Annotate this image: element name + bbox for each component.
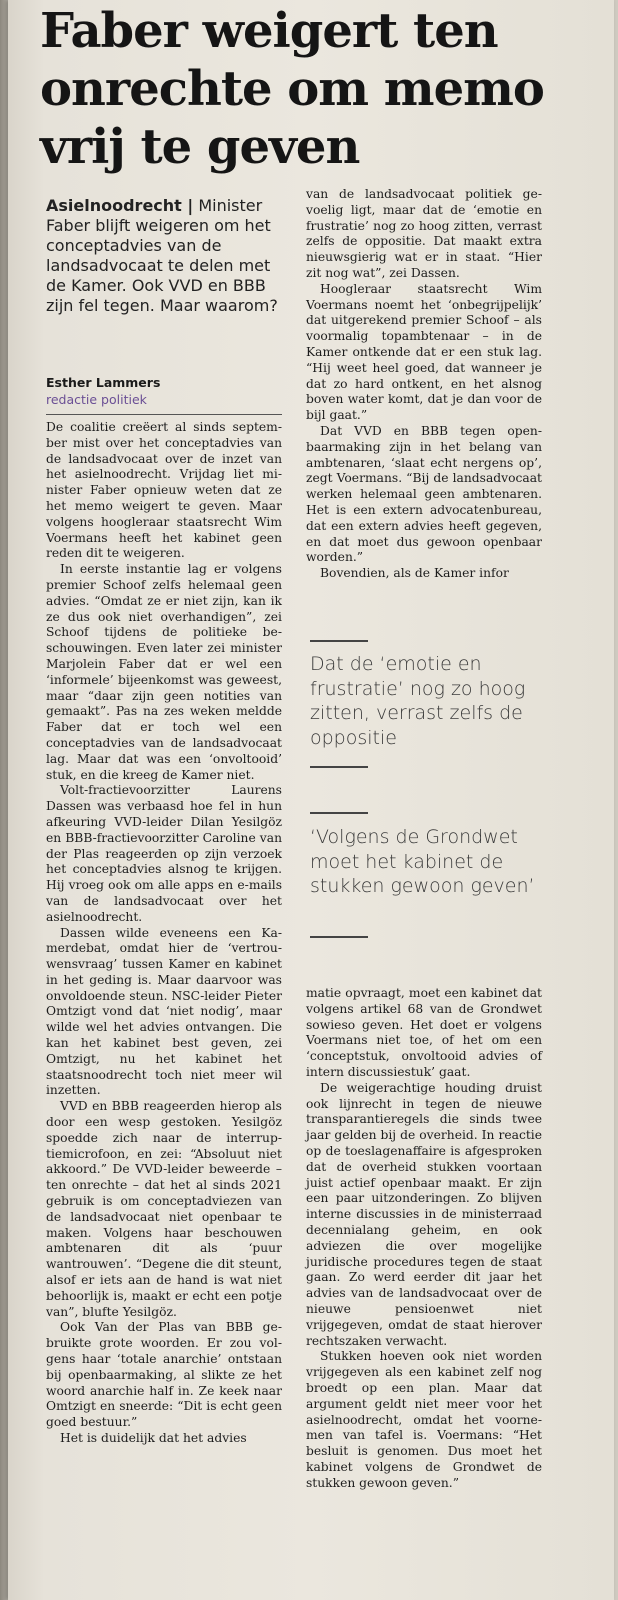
paragraph: In eerste instantie lag er volgens premier Schoof zelfs helemaal geen advies. “Omdat ze er niet zijn, kan ik ze dus ook niet overhandigen”, zei Schoof tijdens de politieke beschouwingen. Even later zei minister Marjolein Faber dat er wel een ‘informele’ bijeenkomst was geweest, maar “daar zijn geen notities van gemaakt”. Pas na zes weken meldde Faber dat er toch wel een conceptadvies van de landsadvocaat lag. Maar dat was een ‘onvoltooid’ stuk, en die kreeg de Kamer niet. (46, 562, 282, 782)
paragraph: Volt-fractievoorzitter Laurens Dassen was verbaasd hoe fel in hun afkeuring VVD-leider Dilan Yesilgöz en BBB-fractievoorzitter Caroline van der Plas reageerden op zijn verzoek het conceptadvies alsnog te krijgen. Hij vroeg ook om alle apps en e-mails van de landsadvocaat over het asielnoodrecht. (46, 783, 282, 924)
article-column-2-bottom (306, 986, 542, 1591)
paragraph: VVD en BBB reageerden hierop als door een wesp gestoken. Yesilgöz spoedde zich naar de interruptiemicrofoon, en zei: “Absoluut niet akkoord.” De VVD-leider beweerde – ten onrechte – dat het al sinds 2021 gebruik is om conceptadviezen van de landsadvocaat niet openbaar te maken. Volgens haar beschouwen ambtenaren dit als ‘puur wantrouwen’. “Degene die dit steunt, alsof er iets aan de hand is wat niet behoorlijk is, maakt er echt een potje van”, blufte Yesilgöz. (46, 1099, 282, 1319)
paragraph: De coalitie creëert al sinds september mist over het conceptadvies van de landsadvocaat over de inzet van het asielnoodrecht. Vrijdag liet minister Faber opnieuw weten dat ze het memo weigert te geven. Maar volgens hoogleraar staatsrecht Wim Voermans heeft het kabinet geen reden dit te weigeren. (46, 420, 282, 561)
paragraph: Hoogleraar staatsrecht Wim Voermans noemt het ‘onbegrijpelijk’ dat uitgerekend premier Schoof – als voormalig topambtenaar – in de Kamer ontkende dat er een stuk lag. “Hij weet heel goed, dat wanneer je dat zo hard ontkent, en het alsnog boven water komt, dat je dan voor de bijl gaat.” (306, 281, 542, 423)
byline (46, 374, 281, 408)
paragraph: Dat VVD en BBB tegen openbaarmaking zijn in het belang van ambtenaren, ‘slaat echt nergens op’, zegt Voermans. “Bij de landsadvocaat werken helemaal geen ambtenaren. Het is een extern advocatenbureau, dat een extern advies heeft gegeven, en dat moet dus gewoon openbaar worden.” (306, 423, 542, 565)
paragraph: matie opvraagt, moet een kabinet dat volgens artikel 68 van de Grondwet sowieso geven. Het doet er volgens Voermans niet toe, of het om een ‘conceptstuk, onvoltooid advies of intern discussiestuk’ gaat. (306, 986, 542, 1079)
quote-rule (310, 766, 368, 768)
article-headline: Faber weigert ten onrechte om memo vrij te geven (40, 3, 544, 175)
intro-text: Minister Faber blijft weigeren om het conceptadvies van de landsadvocaat te delen met de Kamer. Ook VVD en BBB zijn fel tegen. Maar waarom? (46, 196, 278, 315)
intro-kicker: Asielnoodrecht | (46, 196, 194, 215)
paragraph: Bovendien, als de Kamer infor (320, 566, 509, 581)
paragraph: van de landsadvocaat politiek gevoelig ligt, maar dat de ‘emotie en frustratie’ nog zo hoog zitten, verrast zelfs de oppositie. Dat maakt extra nieuwsgierig wat er in staat. “Hier zit nog wat”, zei Dassen. (306, 187, 542, 280)
paragraph: Dassen wilde eveneens een Kamerdebat, omdat hier de ‘vertrouwensvraag’ tussen Kamer en kabinet in het geding is. Maar daarvoor was onvoldoende steun. NSC-leider Pieter Omtzigt vond dat ‘niet nodig’, maar wilde wel het advies ontvangen. Die kan het kabinet best geven, zei Omtzigt, nu het kabinet het staatsnoodrecht toch niet meer wil inzetten. (46, 925, 282, 1098)
pull-quote-1: Dat de ‘emotie en frustratie’ nog zo hoog zitten, verrast zelfs de oppositie (310, 653, 526, 749)
paragraph: Ook Van der Plas van BBB gebruikte grote woorden. Er zou volgens haar ‘totale anarchie’ ontstaan bij openbaarmaking, al slikte ze het woord anarchie half in. Ze keek naar Omtzigt en sneerde: “Dit is echt geen goed bestuur.” (46, 1320, 282, 1430)
quote-rule (310, 936, 368, 938)
quote-rule (310, 640, 368, 642)
paragraph: De weigerachtige houding druist ook lijnrecht in tegen de nieuwe transparantieregels die sinds twee jaar gelden bij de overheid. In reactie op de toeslagenaffaire is afgesproken dat de overheid stukken voortaan juist actief openbaar maakt. Er zijn een paar uitzonderingen. Zo blijven interne discussies in de ministerraad decennialang geheim, en ook adviezen die over mogelijke juridische procedures tegen de staat gaan. Zo werd eerder dit jaar het advies van de landsadvocaat over de nieuwe pensioenwet niet vrijgegeven, omdat de staat hierover rechtszaken verwacht. (306, 1080, 542, 1348)
byline-divider (46, 414, 282, 415)
byline-department: redactie politiek (46, 392, 147, 407)
paragraph: Het is duidelijk dat het advies (60, 1431, 247, 1445)
article-column-2-top (306, 187, 542, 627)
article-intro (46, 196, 281, 316)
pull-quote-2: ‘Volgens de Grondwet moet het kabinet de stukken gewoon geven’ (310, 826, 535, 897)
article-column-1 (46, 420, 282, 1590)
byline-author: Esther Lammers (46, 375, 161, 390)
quote-rule (310, 812, 368, 814)
paragraph: Stukken hoeven ook niet worden vrijgegeven als een kabinet zelf nog broedt op een plan. Maar dat argument geldt niet meer voor het asielnoodrecht, omdat het voornemen van tafel is. Voermans: “Het besluit is genomen. Dus moet het kabinet volgens de Grondwet de stukken gewoon geven.” (306, 1349, 542, 1490)
